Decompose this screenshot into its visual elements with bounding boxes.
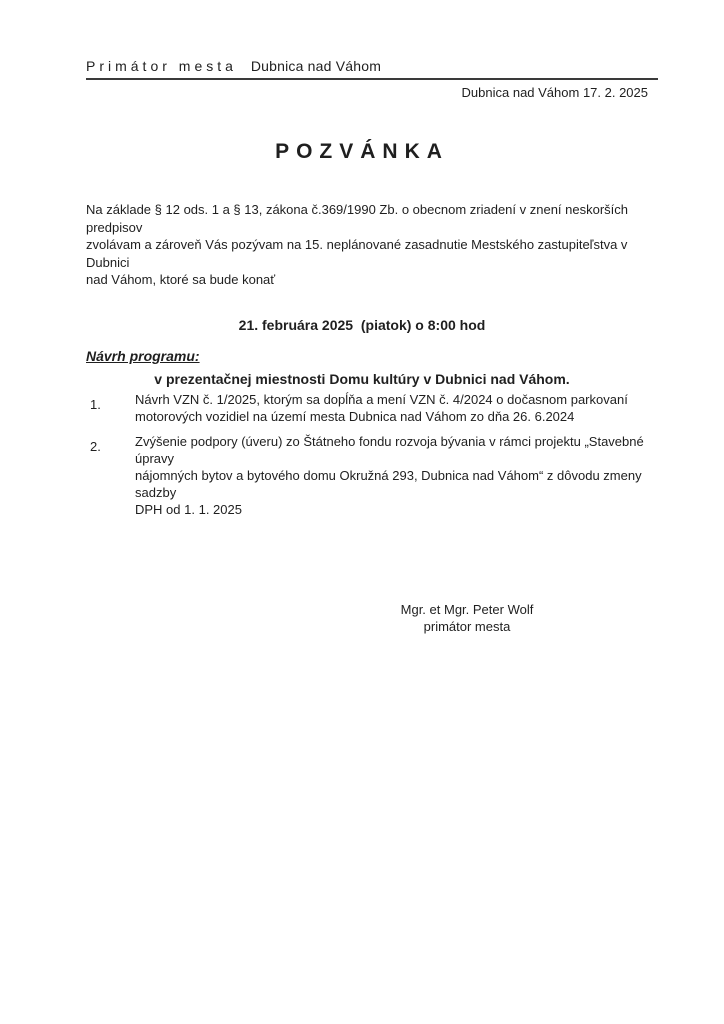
intro-line: Na základe § 12 ods. 1 a § 13, zákona č.369/1990 Zb. o obecnom zriadení v znení neskorších predpisov — [86, 202, 629, 235]
document-title: POZVÁNKA — [275, 140, 449, 163]
intro-paragraph — [86, 201, 671, 289]
agenda-item-line: nájomných bytov a bytového domu Okružná 293, Dubnica nad Váhom“ z dôvodu zmeny sadzby — [135, 468, 642, 500]
agenda-item-line: DPH od 1. 1. 2025 — [135, 502, 242, 517]
dateline: Dubnica nad Váhom 17. 2. 2025 — [461, 85, 648, 100]
intro-line: zvolávam a zároveň Vás pozývam na 15. neplánované zasadnutie Mestského zastupiteľstva v Dubnici — [86, 237, 628, 270]
signature-block — [337, 602, 597, 635]
agenda-item-line: Návrh VZN č. 1/2025, ktorým sa dopĺňa a mení VZN č. 4/2024 o dočasnom parkovaní — [135, 392, 628, 407]
agenda-item — [90, 433, 666, 518]
agenda-item-line: Zvýšenie podpory (úveru) zo Štátneho fondu rozvoja bývania v rámci projektu „Stavebné úpravy — [135, 434, 644, 466]
letterhead — [86, 58, 658, 100]
signature-name: Mgr. et Mgr. Peter Wolf — [400, 602, 534, 617]
agenda-heading: Návrh programu: — [86, 348, 200, 364]
meeting-datetime: 21. februára 2025 (piatok) o 8:00 hod — [238, 317, 486, 333]
agenda-list — [90, 391, 666, 526]
agenda-item-text — [135, 433, 666, 518]
agenda-item-text — [135, 391, 666, 425]
agenda-item — [90, 391, 666, 425]
office-title: Primátor mesta — [86, 58, 237, 74]
office-city: Dubnica nad Váhom — [250, 58, 382, 74]
agenda-item-line: motorových vozidiel na území mesta Dubnica nad Váhom zo dňa 26. 6.2024 — [135, 409, 575, 424]
meeting-location: v prezentačnej miestnosti Domu kultúry v Dubnici nad Váhom. — [154, 371, 570, 387]
letterhead-line — [86, 58, 658, 80]
signature-role: primátor mesta — [423, 618, 511, 634]
intro-line: nad Váhom, ktoré sa bude konať — [86, 272, 276, 287]
agenda-item-number: 1. — [90, 397, 101, 412]
agenda-item-number: 2. — [90, 439, 101, 454]
